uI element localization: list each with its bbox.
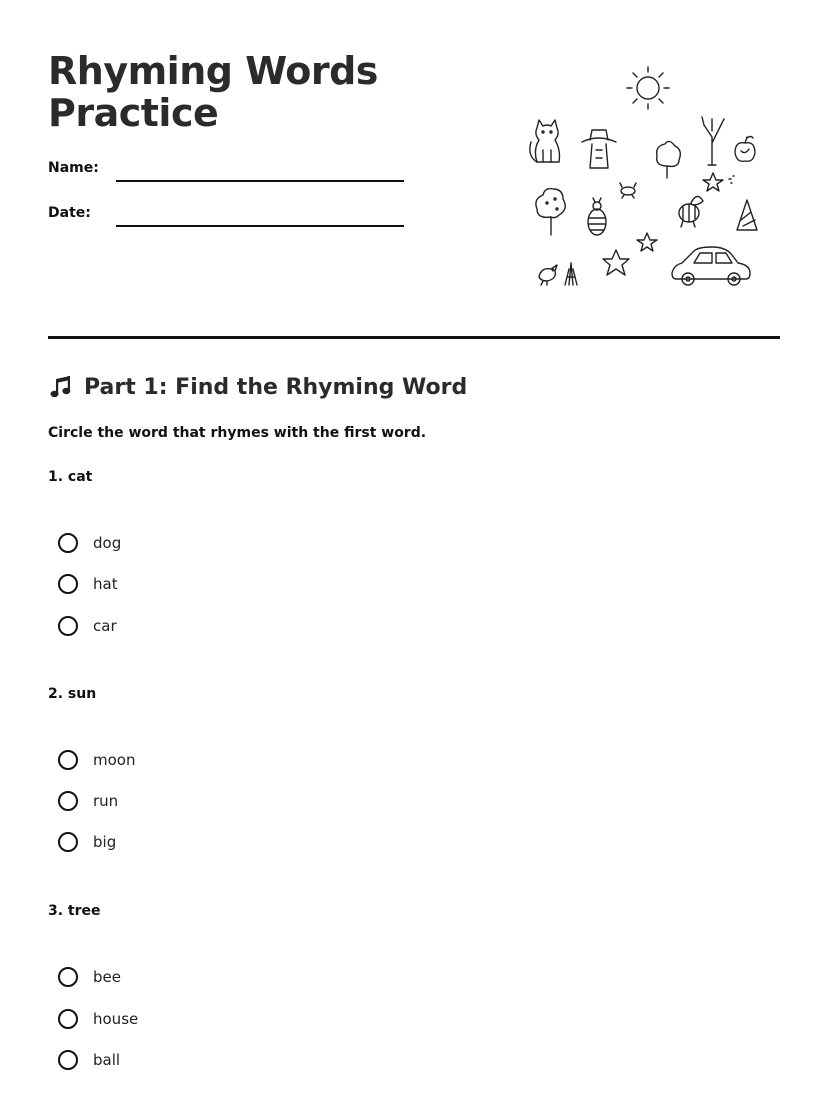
section-divider <box>48 336 780 339</box>
radio-circle[interactable] <box>58 750 78 770</box>
question-3-option-3[interactable] <box>58 1050 120 1070</box>
question-1-option-3[interactable] <box>58 616 117 636</box>
radio-circle[interactable] <box>58 616 78 636</box>
page-title-line-2: Practice <box>48 91 219 135</box>
radio-circle[interactable] <box>58 533 78 553</box>
question-2-option-3[interactable] <box>58 832 116 852</box>
name-field[interactable] <box>116 180 404 182</box>
radio-circle[interactable] <box>58 574 78 594</box>
bird-icon <box>737 200 757 230</box>
bug-icon <box>620 183 636 198</box>
date-label: Date: <box>48 205 91 221</box>
tree-icon <box>536 189 565 235</box>
question-1-label: 1. cat <box>48 469 93 485</box>
star-icon <box>703 173 734 191</box>
radio-circle[interactable] <box>58 791 78 811</box>
question-1-option-2[interactable] <box>58 574 118 594</box>
doodle-illustration <box>515 65 765 295</box>
option-label: car <box>93 617 117 635</box>
star-icon <box>603 250 629 275</box>
music-note-icon <box>48 374 74 400</box>
option-label: big <box>93 833 117 851</box>
option-label: dog <box>93 534 122 552</box>
tree-icon <box>657 141 681 178</box>
bee-icon <box>679 196 703 227</box>
radio-circle[interactable] <box>58 832 78 852</box>
sun-icon <box>627 67 669 109</box>
question-1-option-1[interactable] <box>58 533 121 553</box>
section-title-text: Part 1: Find the Rhyming Word <box>84 374 468 400</box>
page-title <box>48 50 378 134</box>
hat-icon <box>582 130 616 168</box>
question-2-option-1[interactable] <box>58 750 135 770</box>
bare-tree-icon <box>702 117 724 165</box>
option-label: moon <box>93 751 136 769</box>
cat-icon <box>530 120 560 162</box>
radio-circle[interactable] <box>58 967 78 987</box>
bee-icon <box>588 198 606 235</box>
car-icon <box>672 247 750 285</box>
question-3-option-1[interactable] <box>58 967 121 987</box>
page-title-line-1: Rhyming Words <box>48 49 378 93</box>
instructions: Circle the word that rhymes with the first word. <box>48 425 427 441</box>
option-label: hat <box>93 575 118 593</box>
question-2-option-2[interactable] <box>58 791 118 811</box>
question-2-label: 2. sun <box>48 686 97 702</box>
radio-circle[interactable] <box>58 1009 78 1029</box>
name-label: Name: <box>48 160 99 176</box>
radio-circle[interactable] <box>58 1050 78 1070</box>
option-label: house <box>93 1010 139 1028</box>
question-3-option-2[interactable] <box>58 1009 138 1029</box>
option-label: run <box>93 792 119 810</box>
apple-icon <box>735 137 755 162</box>
bird-icon <box>539 263 577 285</box>
option-label: bee <box>93 968 121 986</box>
question-3-label: 3. tree <box>48 903 101 919</box>
section-title <box>48 374 467 400</box>
date-field[interactable] <box>116 225 404 227</box>
star-icon <box>637 233 657 251</box>
option-label: ball <box>93 1051 121 1069</box>
